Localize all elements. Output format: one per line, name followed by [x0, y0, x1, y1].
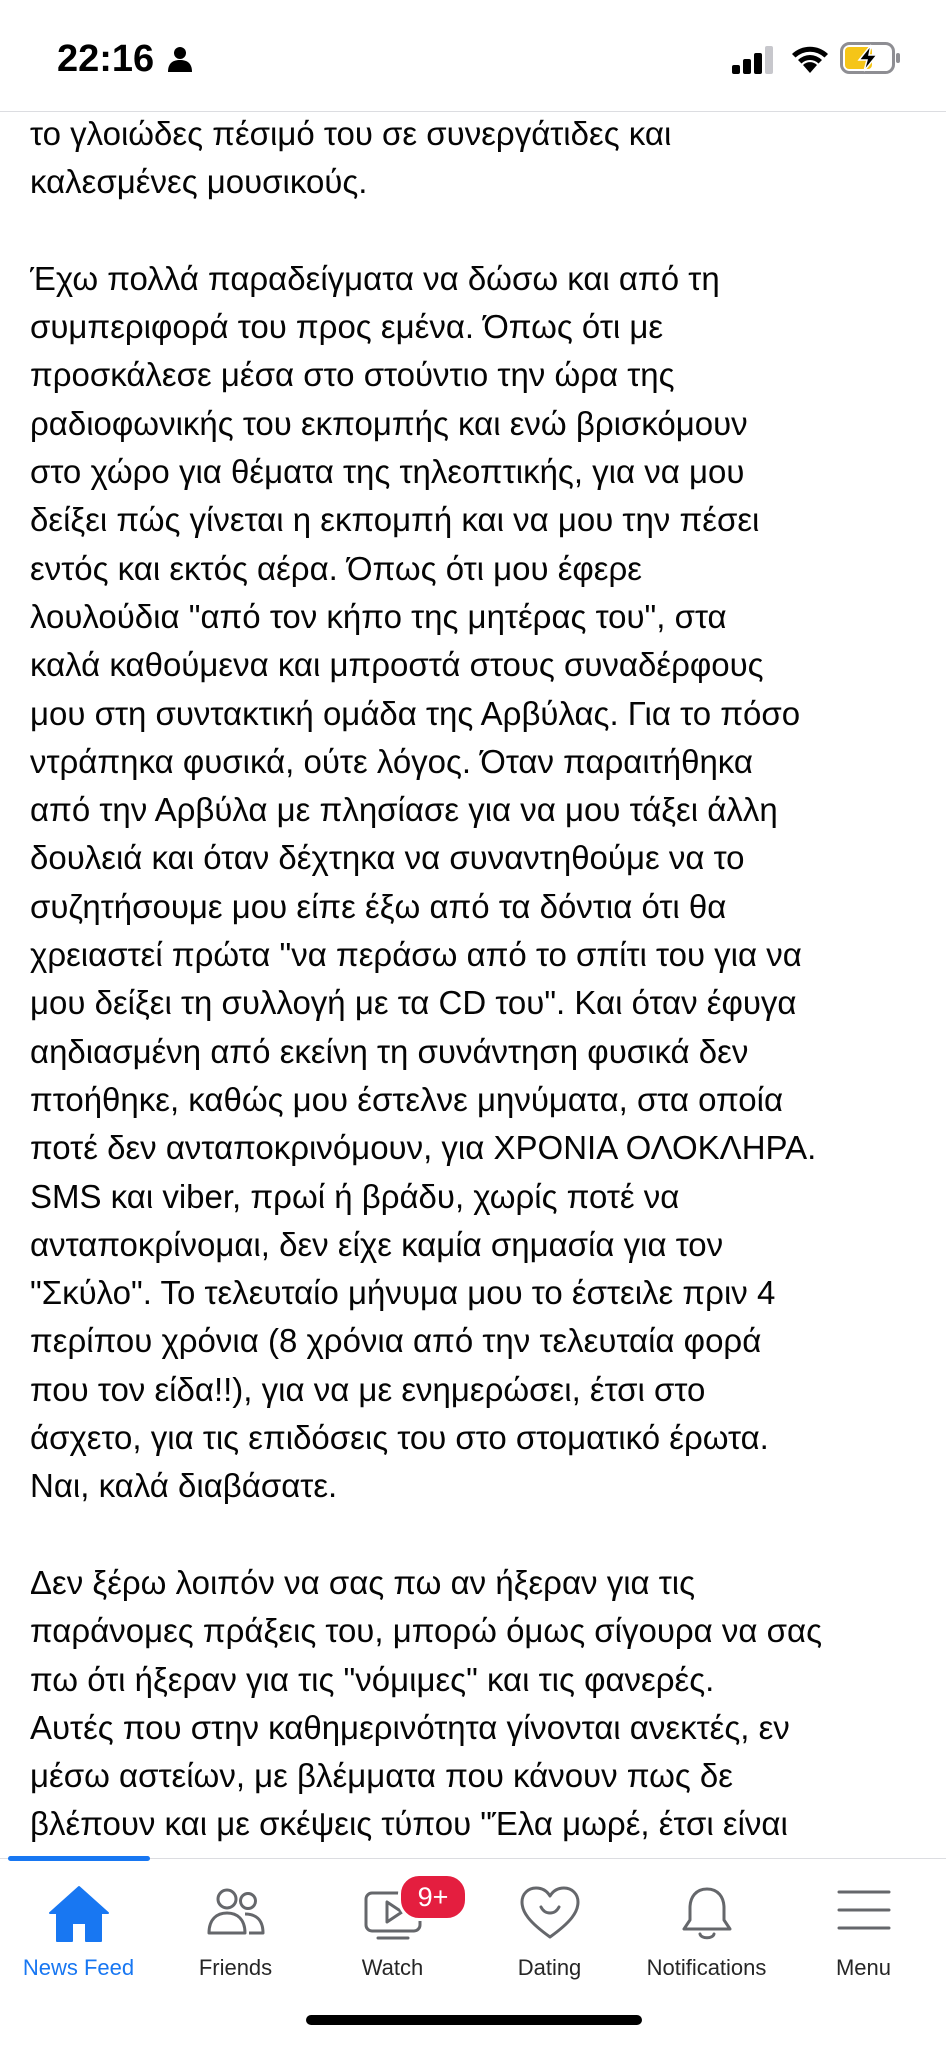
- tab-menu[interactable]: [785, 1859, 942, 1989]
- signal-icon: [732, 46, 776, 74]
- post-text-line: δουλειά και όταν δέχτηκα να συναντηθούμε να το: [30, 839, 745, 877]
- post-text-line: μέσω αστείων, με βλέμματα που κάνουν πως δε: [30, 1757, 733, 1795]
- post-text-line: "Σκύλο". Το τελευταίο μήνυμα μου το έστειλε πριν 4: [30, 1274, 776, 1312]
- post-text-line: καλεσμένες μουσικούς.: [30, 163, 368, 201]
- tab-dating[interactable]: [471, 1859, 628, 1989]
- post-text: [30, 110, 920, 1860]
- post-text-line: ποτέ δεν ανταποκρινόμουν, για ΧΡΟΝΙΑ ΟΛΟΚΛΗΡΑ.: [30, 1129, 817, 1167]
- post-text-line: Αυτές που στην καθημερινότητα γίνονται ανεκτές, εν: [30, 1708, 790, 1746]
- post-text-line: ανταποκρίνομαι, δεν είχε καμία σημασία για τον: [30, 1225, 724, 1263]
- paragraph-break: [30, 1511, 920, 1559]
- paragraph-break: [30, 207, 920, 255]
- status-bar: [0, 0, 946, 112]
- post-text-line: καλά καθούμενα και μπροστά στους συναδέρφους: [30, 646, 764, 684]
- post-text-line: συζητήσουμε μου είπε έξω από τα δόντια ότι θα: [30, 887, 727, 925]
- post-text-line: εντός και εκτός αέρα. Όπως ότι μου έφερε: [30, 549, 642, 587]
- battery-charging-icon: [840, 42, 902, 74]
- post-text-line: αηδιασμένη από εκείνη τη συνάντηση φυσικά δεν: [30, 1032, 749, 1070]
- post-text-line: μου δείξει τη συλλογή με τα CD του". Και όταν έφυγα: [30, 984, 797, 1022]
- tab-notifications[interactable]: [628, 1859, 785, 1989]
- tab-label: Watch: [361, 1955, 424, 1980]
- tab-friends[interactable]: [157, 1859, 314, 1989]
- post-text-line: βλέπουν και με σκέψεις τύπου "Έλα μωρέ, έτσι είναι: [30, 1805, 788, 1843]
- post-text-line: το γλοιώδες πέσιμό του σε συνεργάτιδες και: [30, 115, 672, 152]
- tab-label: Notifications: [646, 1955, 767, 1980]
- bell-icon: [679, 1885, 735, 1943]
- wifi-icon: [790, 44, 830, 74]
- post-text-line: μου στη συντακτική ομάδα της Αρβύλας. Για το πόσο: [30, 694, 801, 732]
- post-text-line: λουλούδια "από τον κήπο της μητέρας του", στα: [30, 597, 727, 635]
- post-text-line: περίπου χρόνια (8 χρόνια από την τελευταία φορά: [30, 1322, 762, 1360]
- home-icon: [48, 1885, 110, 1943]
- post-text-line: παράνομες πράξεις του, μπορώ όμως σίγουρα να σας: [30, 1612, 822, 1650]
- tab-label: News Feed: [22, 1955, 135, 1980]
- post-text-line: ραδιοφωνικής του εκπομπής και ενώ βρισκόμουν: [30, 404, 748, 442]
- post-text-line: Δεν ξέρω λοιπόν να σας πω αν ήξεραν για τις: [30, 1563, 696, 1601]
- home-indicator[interactable]: [306, 2015, 642, 2025]
- heart-icon: [519, 1885, 581, 1941]
- status-time: 22:16: [57, 38, 155, 80]
- post-text-line: Έχω πολλά παραδείγματα να δώσω και από τη: [30, 259, 720, 297]
- post-text-line: πτοήθηκε, καθώς μου έστελνε μηνύματα, στα οποία: [30, 1080, 784, 1118]
- watch-notification-badge: 9+: [398, 1873, 468, 1921]
- post-text-line: από την Αρβύλα με πλησίασε για να μου τάξει άλλη: [30, 791, 778, 829]
- tab-label: Dating: [517, 1955, 582, 1980]
- friends-icon: [205, 1885, 267, 1937]
- post-text-line: άσχετο, για τις επιδόσεις του στο στοματικό έρωτα.: [30, 1419, 769, 1457]
- post-text-line: SMS και viber, πρωί ή βράδυ, χωρίς ποτέ να: [30, 1177, 680, 1215]
- post-text-line: ντράπηκα φυσικά, ούτε λόγος. Όταν παραιτήθηκα: [30, 742, 753, 780]
- tab-label: Menu: [835, 1955, 892, 1980]
- tab-news-feed[interactable]: [0, 1859, 157, 1989]
- post-text-line: πω ότι ήξεραν για τις "νόμιμες" και τις φανερές.: [30, 1660, 715, 1698]
- post-text-line: δείξει πώς γίνεται η εκπομπή και να μου την πέσει: [30, 501, 760, 539]
- post-text-line: στο χώρο για θέματα της τηλεοπτικής, για να μου: [30, 453, 745, 491]
- hamburger-menu-icon: [836, 1885, 892, 1935]
- person-icon: [167, 46, 193, 72]
- post-text-line: Ναι, καλά διαβάσατε.: [30, 1467, 338, 1505]
- post-text-line: συμπεριφορά του προς εμένα. Όπως ότι με: [30, 308, 664, 346]
- tab-label: Friends: [198, 1955, 273, 1980]
- tab-watch[interactable]: [314, 1859, 471, 1989]
- post-text-line: που τον είδα!!), για να με ενημερώσει, έτσι στο: [30, 1370, 706, 1408]
- post-text-line: προσκάλεσε μέσα στο στούντιο την ώρα της: [30, 356, 675, 394]
- post-text-line: χρειαστεί πρώτα "να περάσω από το σπίτι του για να: [30, 936, 802, 974]
